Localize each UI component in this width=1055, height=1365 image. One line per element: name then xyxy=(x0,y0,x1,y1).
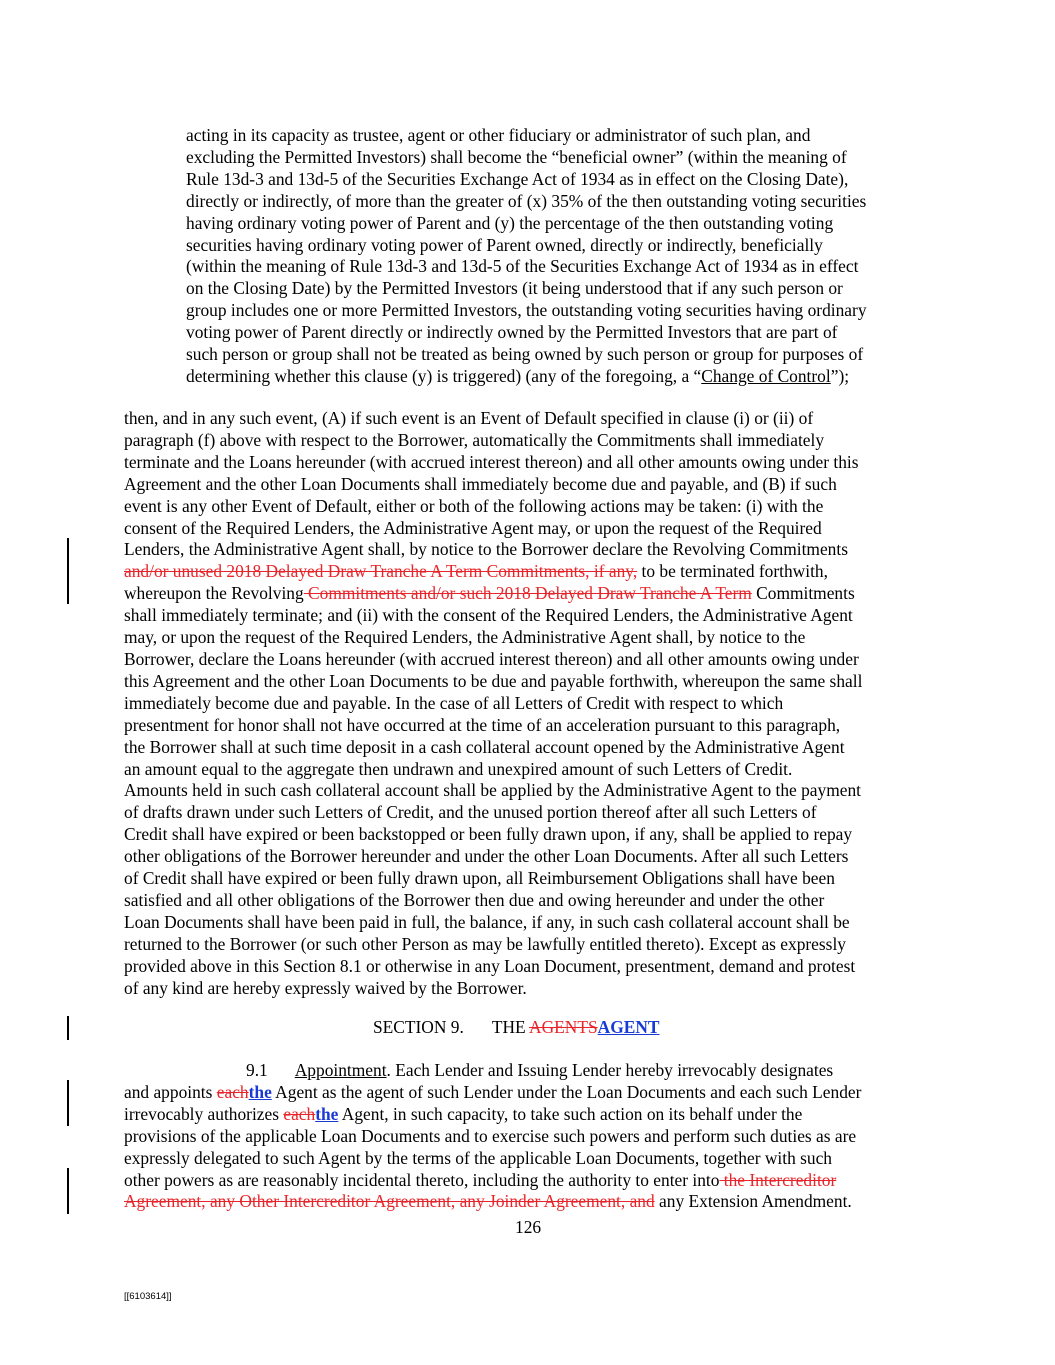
remedies-paragraph xyxy=(124,408,954,999)
change-bar xyxy=(67,538,69,604)
text-line: this Agreement and the other Loan Documents to be due and payable forthwith, whereupon the same shall xyxy=(124,670,863,691)
deleted-text: Commitments and/or such 2018 Delayed Draw Tranche A Term xyxy=(303,583,752,604)
text-line: of Credit shall have expired or been fully drawn upon, all Reimbursement Obligations shall have been xyxy=(124,868,835,889)
text-line: on the Closing Date) by the Permitted Investors (it being understood that if any such person or xyxy=(186,278,843,299)
text-line: group includes one or more Permitted Investors, the outstanding voting securities having ordinary xyxy=(186,300,867,321)
text-line: such person or group shall not be treated as being owned by such person or group for purposes of xyxy=(186,344,864,365)
text-line: irrevocably authorizes eachthe Agent, in such capacity, to take such action on its behalf under the xyxy=(124,1103,803,1124)
text-line: satisfied and all other obligations of the Borrower then due and owing hereunder and under the other xyxy=(124,889,825,910)
subsection-title: Appointment xyxy=(294,1060,387,1080)
text-line: Loan Documents shall have been paid in full, the balance, if any, in such cash collateral account shall be xyxy=(124,911,850,932)
deleted-text: Agreement, any Other Intercreditor Agreement, any Joinder Agreement, and xyxy=(124,1191,655,1212)
text-line: Credit shall have expired or been backstopped or been fully drawn upon, if any, shall be applied to repay xyxy=(124,824,853,845)
section-heading: SECTION 9. THE AGENTSAGENT xyxy=(373,1017,660,1037)
text-line: directly or indirectly, of more than the greater of (x) 35% of the then outstanding voting securities xyxy=(186,190,867,211)
change-bar xyxy=(67,1016,69,1040)
change-bar xyxy=(67,1168,69,1214)
text-line: presentment for honor shall not have occurred at the time of an acceleration pursuant to this paragraph, xyxy=(124,714,841,735)
text-line: consent of the Required Lenders, the Administrative Agent may, or upon the request of the Required xyxy=(124,517,822,538)
document-id: [[6103614]] xyxy=(124,1291,172,1302)
text-line: shall immediately terminate; and (ii) with the consent of the Required Lenders, the Administrative Agent xyxy=(124,605,853,626)
text-line: and appoints eachthe Agent as the agent of such Lender under the Loan Documents and each such Lender xyxy=(124,1081,862,1102)
text-line: terminate and the Loans hereunder (with accrued interest thereon) and all other amounts owing under this xyxy=(124,451,859,472)
text-line: of any kind are hereby expressly waived by the Borrower. xyxy=(124,977,527,998)
text-line: 9.1 Appointment. Each Lender and Issuing Lender hereby irrevocably designates xyxy=(246,1060,834,1080)
page-number: 126 xyxy=(515,1217,542,1237)
text-line: other powers as are reasonably incidental thereto, including the authority to enter into the Intercreditor xyxy=(124,1169,837,1190)
section-number: SECTION 9. xyxy=(373,1017,464,1037)
text-line: of drafts drawn under such Letters of Credit, and the unused portion thereof after all such Letters of xyxy=(124,802,817,823)
inserted-text: AGENT xyxy=(597,1017,660,1037)
deleted-text: each xyxy=(216,1081,249,1102)
text-line: an amount equal to the aggregate then undrawn and unexpired amount of such Letters of Credit. xyxy=(124,758,793,779)
text-line: Borrower, declare the Loans hereunder (with accrued interest thereon) and all other amounts owing under xyxy=(124,648,859,669)
text-line: then, and in any such event, (A) if such event is an Event of Default specified in clause (i) or (ii) of xyxy=(124,408,814,428)
text-line: may, or upon the request of the Required Lenders, the Administrative Agent shall, by notice to the xyxy=(124,627,806,648)
appointment-paragraph xyxy=(124,1060,954,1213)
deleted-text: AGENTS xyxy=(529,1017,598,1037)
text-line: determining whether this clause (y) is triggered) (any of the foregoing, a “Change of Control”); xyxy=(186,365,850,386)
deleted-text: and/or unused 2018 Delayed Draw Tranche A Term Commitments, if any, xyxy=(124,561,638,582)
text-line: and/or unused 2018 Delayed Draw Tranche A Term Commitments, if any, to be terminated forthwith, xyxy=(124,561,828,582)
text-line: excluding the Permitted Investors) shall become the “beneficial owner” (within the meaning of xyxy=(186,146,847,167)
text-line: voting power of Parent directly or indirectly owned by the Permitted Investors that are part of xyxy=(186,322,838,343)
subsection-number: 9.1 xyxy=(246,1060,268,1080)
text-line: immediately become due and payable. In the case of all Letters of Credit with respect to which xyxy=(124,692,784,713)
defined-term-change-of-control: Change of Control xyxy=(701,365,831,386)
text-line: Rule 13d-3 and 13d-5 of the Securities Exchange Act of 1934 as in effect on the Closing Date), xyxy=(186,168,849,189)
clause-y-paragraph xyxy=(186,125,966,388)
text-line: Agreement and the other Loan Documents shall immediately become due and payable, and (B) if such xyxy=(124,473,837,494)
deleted-text: each xyxy=(283,1103,316,1124)
text-line: (within the meaning of Rule 13d-3 and 13d-5 of the Securities Exchange Act of 1934 as in effect xyxy=(186,256,859,277)
text-line: Amounts held in such cash collateral account shall be applied by the Administrative Agent to the payment xyxy=(124,780,861,801)
text-line: provided above in this Section 8.1 or otherwise in any Loan Document, presentment, demand and protest xyxy=(124,955,856,976)
text-line: whereupon the Revolving Commitments and/or such 2018 Delayed Draw Tranche A Term Commitments xyxy=(124,583,855,604)
text-line: acting in its capacity as trustee, agent or other fiduciary or administrator of such plan, and xyxy=(186,125,811,145)
change-bar xyxy=(67,1080,69,1126)
inserted-text: the xyxy=(315,1103,339,1124)
text-line: event is any other Event of Default, either or both of the following actions may be taken: (i) with the xyxy=(124,495,824,516)
text-line: Lenders, the Administrative Agent shall, by notice to the Borrower declare the Revolving Commitments xyxy=(124,539,848,560)
inserted-text: the xyxy=(248,1081,272,1102)
text-line: paragraph (f) above with respect to the Borrower, automatically the Commitments shall immediately xyxy=(124,429,825,450)
text-line: provisions of the applicable Loan Documents and to exercise such powers and perform such duties as are xyxy=(124,1125,857,1146)
text-line: other obligations of the Borrower hereunder and under the other Loan Documents. After all such Letters xyxy=(124,846,849,867)
text-line: securities having ordinary voting power of Parent owned, directly or indirectly, beneficially xyxy=(186,234,823,255)
text-line: the Borrower shall at such time deposit in a cash collateral account opened by the Administrative Agent xyxy=(124,736,845,757)
deleted-text: the Intercreditor xyxy=(719,1169,837,1190)
text-line: having ordinary voting power of Parent and (y) the percentage of the then outstanding voting xyxy=(186,212,834,233)
text-line: Agreement, any Other Intercreditor Agreement, any Joinder Agreement, and any Extension Amendment. xyxy=(124,1191,852,1212)
text-line: expressly delegated to such Agent by the terms of the applicable Loan Documents, together with such xyxy=(124,1147,832,1168)
text-line: returned to the Borrower (or such other Person as may be lawfully entitled thereto). Except as expressly xyxy=(124,933,846,954)
